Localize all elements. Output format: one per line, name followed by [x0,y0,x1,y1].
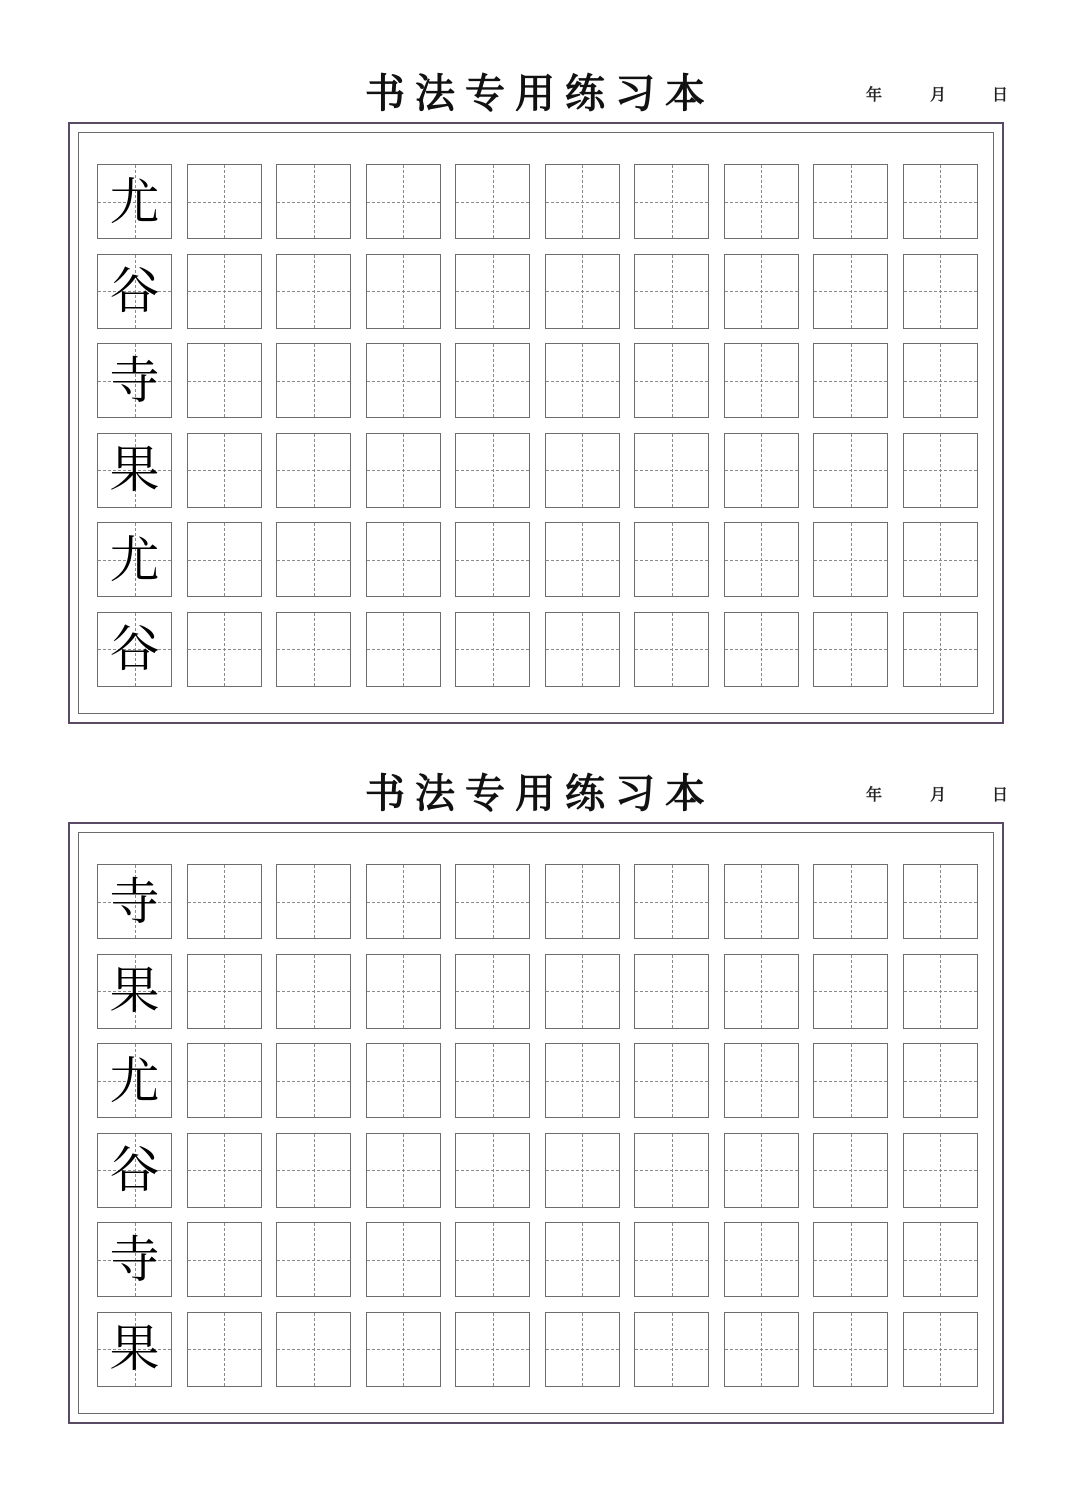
practice-cell[interactable] [366,254,441,329]
practice-cell[interactable] [187,1222,262,1297]
practice-cell[interactable] [813,343,888,418]
sheet-frame [68,822,1004,1424]
practice-cell[interactable] [724,954,799,1029]
practice-cell[interactable] [724,1043,799,1118]
practice-cell[interactable] [813,522,888,597]
practice-cell[interactable] [545,1133,620,1208]
practice-cell[interactable] [813,864,888,939]
practice-sheet-2 [0,700,1080,1400]
model-char: 果 [109,1320,160,1378]
practice-cell[interactable] [903,1043,978,1118]
practice-cell[interactable] [276,864,351,939]
model-char: 尤 [109,1051,160,1110]
practice-cell[interactable] [545,1043,620,1118]
practice-cell[interactable] [455,954,530,1029]
practice-cell[interactable] [634,433,709,508]
model-char-cell [97,954,172,1029]
sheet-title: 书法专用练习本 [365,770,715,817]
practice-cell[interactable] [366,864,441,939]
practice-cell[interactable] [813,1222,888,1297]
practice-cell[interactable] [455,1133,530,1208]
practice-cell[interactable] [276,954,351,1029]
practice-cell[interactable] [903,1222,978,1297]
practice-cell[interactable] [634,954,709,1029]
model-char: 果 [109,962,160,1020]
practice-cell[interactable] [634,612,709,687]
practice-cell[interactable] [813,1043,888,1118]
date-year-label: 年 [866,785,883,804]
practice-cell[interactable] [187,954,262,1029]
practice-cell[interactable] [455,1043,530,1118]
model-char: 果 [109,441,160,499]
practice-cell[interactable] [366,1312,441,1387]
practice-cell[interactable] [366,433,441,508]
practice-cell[interactable] [276,433,351,508]
practice-cell[interactable] [455,164,530,239]
practice-cell[interactable] [634,1312,709,1387]
practice-cell[interactable] [545,433,620,508]
practice-cell[interactable] [455,254,530,329]
practice-cell[interactable] [634,1222,709,1297]
practice-cell[interactable] [366,1043,441,1118]
practice-cell[interactable] [634,164,709,239]
date-year-label: 年 [866,85,883,104]
practice-cell[interactable] [545,343,620,418]
practice-cell[interactable] [634,343,709,418]
practice-cell[interactable] [634,522,709,597]
practice-cell[interactable] [545,1222,620,1297]
practice-cell[interactable] [455,612,530,687]
practice-cell[interactable] [545,254,620,329]
practice-cell[interactable] [276,164,351,239]
practice-cell[interactable] [455,433,530,508]
practice-cell[interactable] [724,254,799,329]
model-char: 谷 [109,262,160,320]
model-char: 寺 [109,351,160,410]
practice-cell[interactable] [455,1222,530,1297]
model-char-cell [97,1312,172,1387]
practice-cell[interactable] [634,1133,709,1208]
model-char-cell [97,254,172,329]
practice-cell[interactable] [813,1312,888,1387]
sheet-frame [68,122,1004,724]
practice-cell[interactable] [545,1312,620,1387]
model-char-cell [97,612,172,687]
practice-cell[interactable] [813,433,888,508]
practice-cell[interactable] [724,522,799,597]
model-char-cell [97,1043,172,1118]
practice-cell[interactable] [276,1222,351,1297]
practice-cell[interactable] [813,164,888,239]
practice-cell[interactable] [187,254,262,329]
model-char-cell [97,433,172,508]
model-char: 尤 [109,530,160,589]
date-day-label: 日 [992,85,1009,104]
practice-cell[interactable] [187,522,262,597]
practice-cell[interactable] [545,612,620,687]
practice-cell[interactable] [813,254,888,329]
practice-cell[interactable] [455,522,530,597]
practice-cell[interactable] [276,343,351,418]
practice-cell[interactable] [724,343,799,418]
practice-cell[interactable] [634,1043,709,1118]
sheet-title: 书法专用练习本 [365,70,715,117]
practice-cell[interactable] [276,1312,351,1387]
practice-cell[interactable] [366,343,441,418]
model-char-cell [97,1133,172,1208]
model-char: 尤 [109,172,160,231]
practice-cell[interactable] [813,612,888,687]
model-char: 谷 [109,1141,160,1199]
practice-cell[interactable] [903,612,978,687]
practice-sheet-1 [0,0,1080,700]
practice-cell[interactable] [187,1043,262,1118]
model-char: 寺 [109,1230,160,1289]
practice-cell[interactable] [187,864,262,939]
practice-cell[interactable] [813,954,888,1029]
practice-cell[interactable] [903,343,978,418]
practice-cell[interactable] [724,1133,799,1208]
practice-cell[interactable] [187,164,262,239]
practice-cell[interactable] [455,343,530,418]
practice-cell[interactable] [545,164,620,239]
practice-cell[interactable] [634,254,709,329]
model-char: 谷 [109,620,160,678]
practice-cell[interactable] [724,1222,799,1297]
model-char-cell [97,164,172,239]
practice-cell[interactable] [187,433,262,508]
practice-cell[interactable] [276,612,351,687]
practice-cell[interactable] [187,1133,262,1208]
practice-cell[interactable] [724,433,799,508]
date-month-label: 月 [930,785,947,804]
practice-cell[interactable] [366,1222,441,1297]
practice-cell[interactable] [903,522,978,597]
date-month-label: 月 [930,85,947,104]
practice-cell[interactable] [724,864,799,939]
practice-cell[interactable] [366,522,441,597]
model-char-cell [97,522,172,597]
practice-cell[interactable] [903,164,978,239]
practice-cell[interactable] [903,864,978,939]
practice-cell[interactable] [455,1312,530,1387]
practice-cell[interactable] [545,864,620,939]
practice-cell[interactable] [903,1133,978,1208]
practice-cell[interactable] [813,1133,888,1208]
practice-cell[interactable] [724,164,799,239]
model-char: 寺 [109,872,160,931]
practice-cell[interactable] [187,1312,262,1387]
practice-cell[interactable] [366,164,441,239]
model-char-cell [97,864,172,939]
practice-cell[interactable] [455,864,530,939]
practice-cell[interactable] [276,1043,351,1118]
model-char-cell [97,343,172,418]
practice-cell[interactable] [545,522,620,597]
practice-cell[interactable] [366,612,441,687]
practice-cell[interactable] [903,433,978,508]
practice-cell[interactable] [545,954,620,1029]
practice-cell[interactable] [366,954,441,1029]
practice-cell[interactable] [724,612,799,687]
practice-cell[interactable] [187,343,262,418]
date-day-label: 日 [992,785,1009,804]
practice-cell[interactable] [903,1312,978,1387]
practice-cell[interactable] [903,954,978,1029]
practice-cell[interactable] [366,1133,441,1208]
model-char-cell [97,1222,172,1297]
practice-cell[interactable] [276,522,351,597]
practice-cell[interactable] [724,1312,799,1387]
practice-cell[interactable] [276,1133,351,1208]
practice-cell[interactable] [903,254,978,329]
practice-cell[interactable] [634,864,709,939]
practice-cell[interactable] [276,254,351,329]
practice-cell[interactable] [187,612,262,687]
